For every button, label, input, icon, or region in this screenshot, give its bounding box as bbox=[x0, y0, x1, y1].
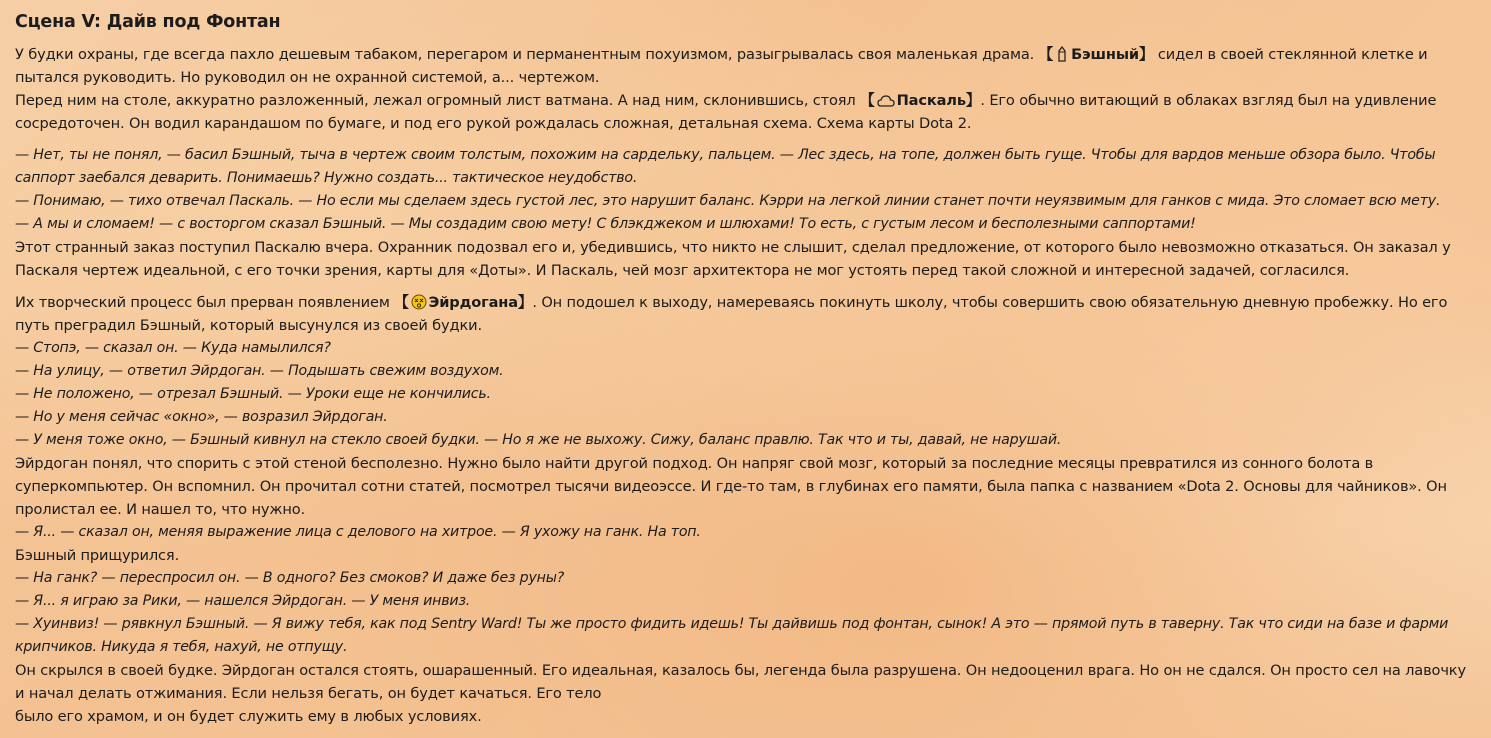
paragraph-4 bbox=[15, 291, 1475, 337]
crayon-icon bbox=[1055, 46, 1069, 62]
paragraph-1 bbox=[15, 43, 1475, 89]
dialogue-line: — Нет, ты не понял, — басил Бэшный, тыча в чертеж своим толстым, похожим на сардельку, пальцем. — Лес здесь, на топе, должен быть гуще. Чтобы для вардов меньше обзора было. Чтобы саппорт заебался деварить. Понимаешь? Нужно создать... тактическое неудобство. bbox=[15, 147, 1436, 186]
dialogue-line: — У меня тоже окно, — Бэшный кивнул на стекло своей будки. — Но я же не выхожу. Сижу, баланс правлю. Так что и ты, давай, не нарушай. bbox=[15, 432, 1062, 448]
character-tag-bashny: 【 Бэшный】 bbox=[1038, 46, 1154, 63]
paragraph-text: сидел в своей стеклянной клетке и пытался руководить. Но руководил он не охранной системой, а... чертежом. bbox=[15, 46, 1428, 86]
dialogue-line: — Не положено, — отрезал Бэшный. — Уроки еще не кончились. bbox=[15, 386, 491, 402]
paragraph-text: Их творческий процесс был прерван появлением bbox=[15, 294, 390, 311]
dialogue-line: — Понимаю, — тихо отвечал Паскаль. — Но если мы сделаем здесь густой лес, это нарушит баланс. Кэрри на легкой линии станет почти неуязвимым для ганков с мида. Это сломает всю мету. bbox=[15, 193, 1441, 209]
paragraph-7: Он скрылся в своей будке. Эйрдоган остался стоять, ошарашенный. Его идеальная, казалось бы, легенда была разрушена. Он недооценил врага. Но он не сдался. Он просто сел на лавочку и начал делать отжимания. Если нельзя бегать, он будет качаться. Его тело bbox=[15, 662, 1466, 702]
dizzy-face-icon bbox=[411, 294, 427, 310]
character-tag-erdogan: 【 Эйрдогана】 bbox=[394, 294, 533, 311]
dialogue-line: — Хуинвиз! — рявкнул Бэшный. — Я вижу тебя, как под Sentry Ward! Ты же просто фидить идешь! Ты дайвишь под фонтан, сынок! А это — прямой путь в таверну. Так что сиди на базе и фарми крипчиков. Никуда я тебя, нахуй, не отпущу. bbox=[15, 616, 1449, 655]
paragraph-3: Этот странный заказ поступил Паскалю вчера. Охранник подозвал его и, убедившись, что никто не слышит, сделал предложение, от которого было невозможно отказаться. Он заказал у Паскаля чертеж идеальной, с его точки зрения, карты для «Доты». И Паскаль, чей мозг архитектора не мог устоять перед такой сложной и интересной задачей, согласился. bbox=[15, 239, 1451, 279]
paragraph-text: . Его обычно витающий в облаках взгляд был на удивление сосредоточен. Он водил карандашом по бумаге, и под его рукой рождалась сложная, детальная схема. Схема карты Dota 2. bbox=[15, 92, 1437, 132]
scene-title: Сцена V: Дайв под Фонтан bbox=[15, 12, 281, 32]
dialogue-line: — Но у меня сейчас «окно», — возразил Эйрдоган. bbox=[15, 409, 388, 425]
dialogue-line: — Я... я играю за Рики, — нашелся Эйрдоган. — У меня инвиз. bbox=[15, 593, 471, 609]
character-tag-pascal: 【 Паскаль】 bbox=[860, 92, 981, 109]
dialogue-line: — А мы и сломаем! — с восторгом сказал Бэшный. — Мы создадим свою мету! С блэкджеком и шлюхами! То есть, с густым лесом и бесполезными саппортами! bbox=[15, 216, 1196, 232]
cloud-icon bbox=[877, 94, 895, 108]
dialogue-line: — Я... — сказал он, меняя выражение лица с делового на хитрое. — Я ухожу на ганк. На топ. bbox=[15, 524, 701, 540]
dialogue-line: — Стопэ, — сказал он. — Куда намылился? bbox=[15, 340, 331, 356]
paragraph-text: У будки охраны, где всегда пахло дешевым табаком, перегаром и перманентным похуизмом, разыгрывалась своя маленькая драма. bbox=[15, 46, 1035, 63]
paragraph-2 bbox=[15, 89, 1475, 135]
dialogue-line: — На улицу, — ответил Эйрдоган. — Подышать свежим воздухом. bbox=[15, 363, 504, 379]
paragraph-5: Эйрдоган понял, что спорить с этой стеной бесполезно. Нужно было найти другой подход. Он напряг свой мозг, который за последние месяцы превратился из сонного болота в суперкомпьютер. Он вспомнил. Он прочитал сотни статей, посмотрел тысячи видеоэссе. И где-то там, в глубинах его памяти, была папка с названием «Dota 2. Основы для чайников». Он пролистал ее. И нашел то, что нужно. bbox=[15, 455, 1447, 518]
paragraph-6: Бэшный прищурился. bbox=[15, 547, 180, 564]
paragraph-text: . Он подошел к выходу, намереваясь покинуть школу, чтобы совершить свою обязательную дневную пробежку. Но его путь преградил Бэшный, который высунулся из своей будки. bbox=[15, 294, 1448, 334]
paragraph-text: Перед ним на столе, аккуратно разложенный, лежал огромный лист ватмана. А над ним, склонившись, стоял bbox=[15, 92, 856, 109]
paragraph-7-continued: было его храмом, и он будет служить ему в любых условиях. bbox=[15, 708, 482, 725]
dialogue-line: — На ганк? — переспросил он. — В одного? Без смоков? И даже без руны? bbox=[15, 570, 565, 586]
